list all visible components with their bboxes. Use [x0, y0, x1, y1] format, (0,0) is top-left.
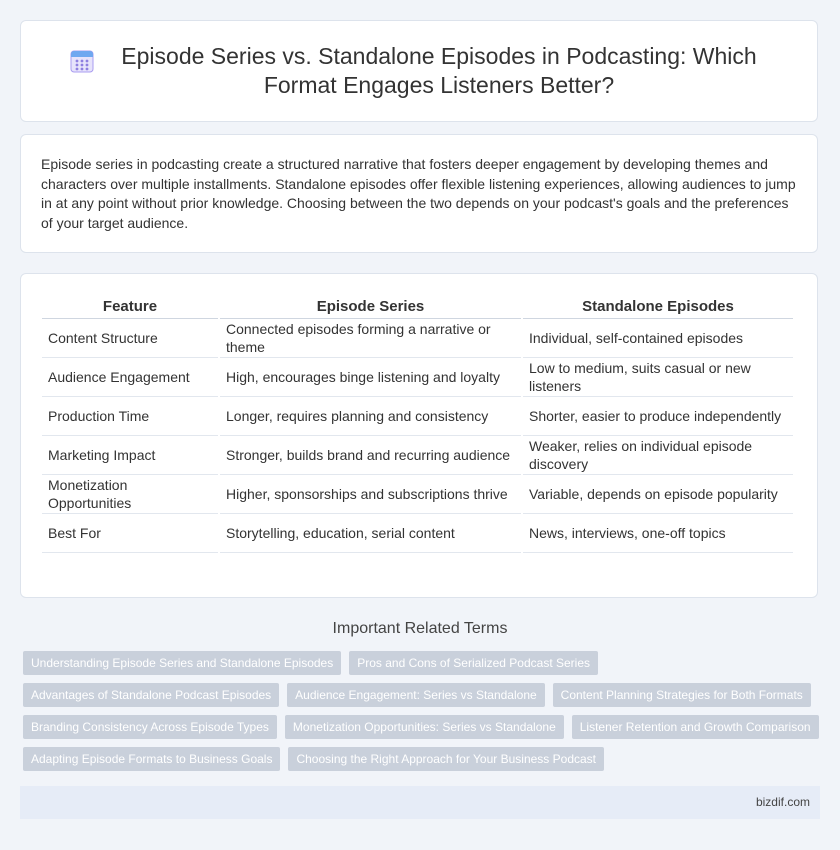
related-term-tag[interactable]: Advantages of Standalone Podcast Episodes: [23, 683, 279, 707]
table-cell-standalone: Variable, depends on episode popularity: [523, 475, 793, 514]
related-term-tag[interactable]: Adapting Episode Formats to Business Goals: [23, 747, 280, 771]
related-term-tag[interactable]: Understanding Episode Series and Standalone Episodes: [23, 651, 341, 675]
table-row: [42, 397, 793, 436]
page-title: Episode Series vs. Standalone Episodes in Podcasting: Which Format Engages Listeners Better?: [121, 43, 757, 98]
comparison-table: [40, 292, 795, 553]
table-cell-series: Stronger, builds brand and recurring audience: [220, 436, 521, 475]
table-cell-feature: Audience Engagement: [42, 358, 218, 397]
related-terms-row: [23, 683, 823, 707]
related-term-tag[interactable]: Pros and Cons of Serialized Podcast Series: [349, 651, 598, 675]
table-cell-standalone: Low to medium, suits casual or new listeners: [523, 358, 793, 397]
footer-site-link[interactable]: bizdif.com: [755, 795, 810, 809]
table-cell-series: Connected episodes forming a narrative or theme: [220, 319, 521, 358]
table-cell-feature: Monetization Opportunities: [42, 475, 218, 514]
related-term-tag[interactable]: Content Planning Strategies for Both Formats: [553, 683, 811, 707]
related-terms-row: [23, 715, 823, 739]
table-row: [42, 475, 793, 514]
table-row: [42, 319, 793, 358]
related-term-tag[interactable]: Listener Retention and Growth Comparison: [572, 715, 819, 739]
table-row: [42, 358, 793, 397]
table-cell-feature: Marketing Impact: [42, 436, 218, 475]
table-cell-series: Longer, requires planning and consistency: [220, 397, 521, 436]
table-cell-series: Higher, sponsorships and subscriptions thrive: [220, 475, 521, 514]
table-cell-feature: Content Structure: [42, 319, 218, 358]
table-cell-standalone: Individual, self-contained episodes: [523, 319, 793, 358]
table-cell-standalone: Weaker, relies on individual episode discovery: [523, 436, 793, 475]
related-terms-row: [23, 747, 823, 771]
header-card: [20, 20, 818, 122]
intro-text: Episode series in podcasting create a structured narrative that fosters deeper engagement by developing themes and characters over multiple installments. Standalone episodes offer flexible listening experiences, allowing audiences to jump in at any point without prior knowledge. Choosing between the two depends on your podcast's goals and the preferences of your target audience.: [41, 156, 796, 231]
table-row: [42, 514, 793, 553]
related-terms-row: [23, 651, 823, 675]
calendar-icon: [69, 48, 95, 74]
column-header-standalone-episodes: Standalone Episodes: [523, 292, 793, 319]
table-row: [42, 436, 793, 475]
related-term-tag[interactable]: Branding Consistency Across Episode Types: [23, 715, 277, 739]
column-header-feature: Feature: [42, 292, 218, 319]
table-cell-feature: Best For: [42, 514, 218, 553]
related-term-tag[interactable]: Monetization Opportunities: Series vs Standalone: [285, 715, 564, 739]
table-cell-feature: Production Time: [42, 397, 218, 436]
footer: [20, 786, 820, 819]
header-inner: [69, 42, 769, 100]
related-terms-title: Important Related Terms: [332, 620, 508, 637]
table-cell-series: High, encourages binge listening and loyalty: [220, 358, 521, 397]
related-term-tag[interactable]: Audience Engagement: Series vs Standalone: [287, 683, 545, 707]
column-header-episode-series: Episode Series: [220, 292, 521, 319]
table-header-row: [42, 292, 793, 319]
comparison-table-card: [20, 273, 818, 598]
intro-card: [20, 134, 818, 253]
related-term-tag[interactable]: Choosing the Right Approach for Your Business Podcast: [288, 747, 604, 771]
table-cell-standalone: News, interviews, one-off topics: [523, 514, 793, 553]
related-terms-list: [23, 651, 823, 779]
table-cell-series: Storytelling, education, serial content: [220, 514, 521, 553]
table-cell-standalone: Shorter, easier to produce independently: [523, 397, 793, 436]
